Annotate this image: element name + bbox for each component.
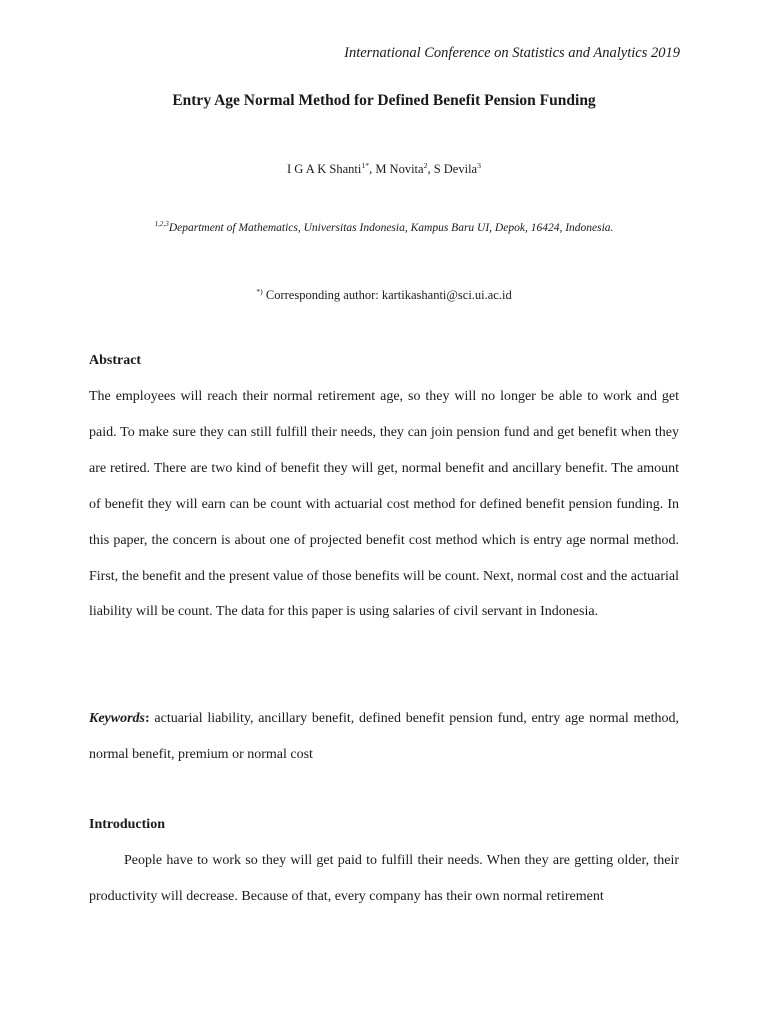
- affiliation-text: Department of Mathematics, Universitas Indonesia, Kampus Baru UI, Depok, 16424, Indonesia.: [168, 222, 614, 234]
- abstract-heading: Abstract: [89, 353, 142, 368]
- corresponding-author: [0, 288, 768, 303]
- conference-header: International Conference on Statistics and Analytics 2019: [344, 45, 680, 61]
- affiliation: [0, 222, 768, 234]
- author-name: I G A K Shanti: [287, 162, 362, 176]
- corresponding-text: Corresponding author: kartikashanti@sci.ui.ac.id: [262, 288, 512, 302]
- introduction-text: People have to work so they will get paid to fulfill their needs. When they are getting older, their productivity will decrease. Because of that, every company has their own normal retirement: [89, 853, 679, 904]
- author-affiliation-mark: 1*: [361, 160, 370, 170]
- author-name: M Novita: [375, 162, 424, 176]
- keywords-colon: :: [145, 711, 150, 726]
- abstract-text: The employees will reach their normal retirement age, so they will no longer be able to work and get paid. To make sure they can still fulfill their needs, they can join pension fund and get benefit when they are retired. There are two kind of benefit they will get, normal benefit and ancillary benefit. The amount of benefit they will earn can be count with actuarial cost method for defined benefit pension funding. In this paper, the concern is about one of projected benefit cost method which is entry age normal method. First, the benefit and the present value of those benefits will be count. Next, normal cost and the actuarial liability will be count. The data for this paper is using salaries of civil servant in Indonesia.: [89, 389, 679, 620]
- author-affiliation-mark: 3: [477, 160, 481, 170]
- author-separator: ,: [427, 162, 434, 176]
- keywords-label: Keywords: [89, 711, 145, 726]
- paper-title: Entry Age Normal Method for Defined Benefit Pension Funding: [172, 92, 596, 109]
- affiliation-mark: 1,2,3: [154, 220, 169, 229]
- keywords-text: actuarial liability, ancillary benefit, defined benefit pension fund, entry age normal method, normal benefit, premium or normal cost: [89, 711, 679, 762]
- author-separator: ,: [369, 162, 376, 176]
- author-affiliation-mark: 2: [423, 160, 428, 170]
- author-list: [0, 162, 768, 177]
- keywords: [89, 701, 679, 773]
- author-name: S Devila: [433, 162, 478, 176]
- introduction-heading: Introduction: [89, 817, 165, 832]
- corresponding-mark: *): [256, 286, 263, 296]
